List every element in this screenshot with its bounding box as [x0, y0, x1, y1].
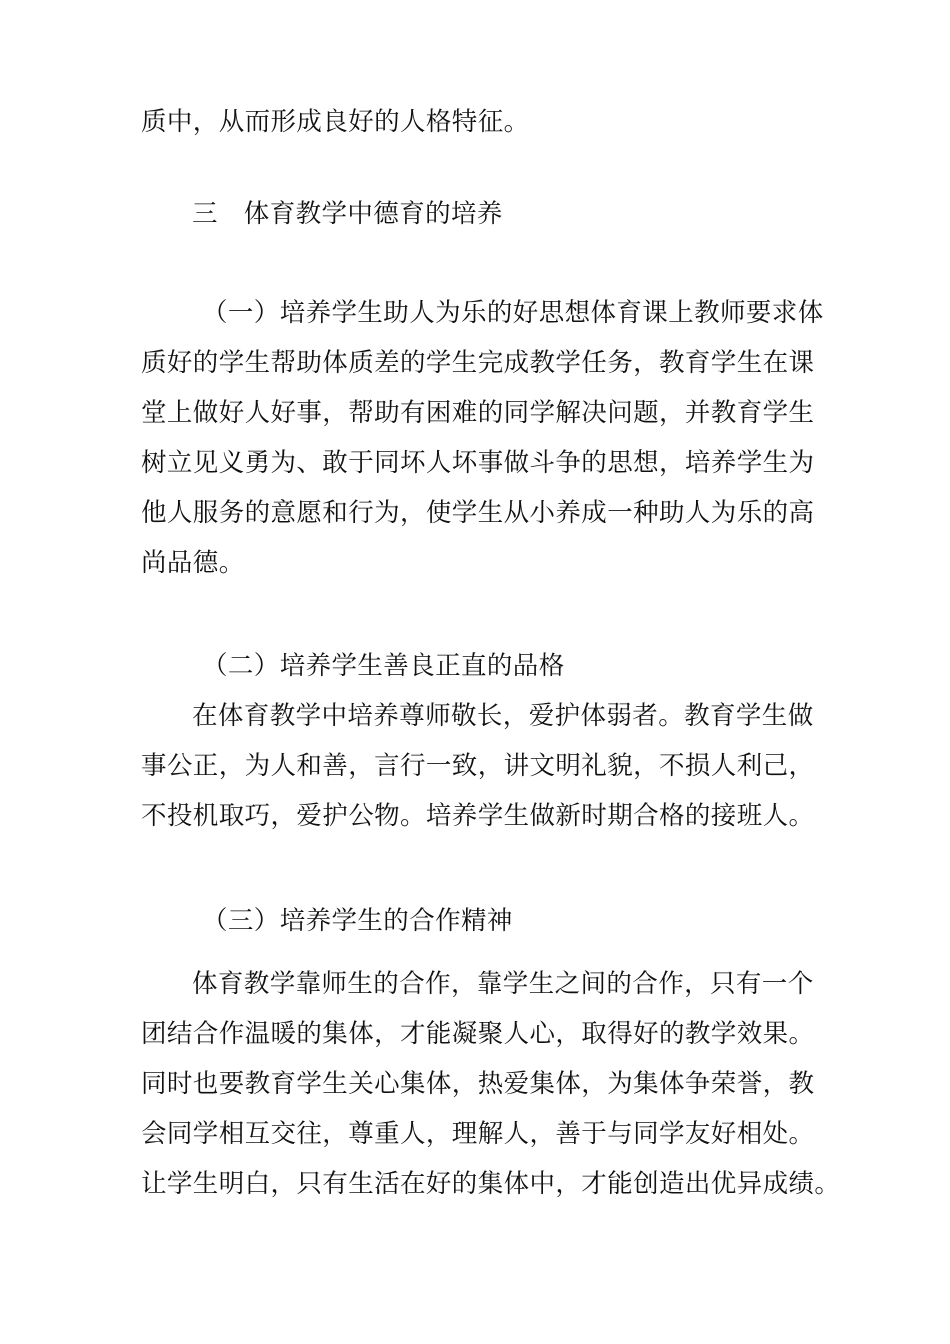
text-line: 尚品德。	[141, 548, 245, 578]
text-line: 让学生明白，只有生活在好的集体中，才能创造出优异成绩。	[141, 1169, 841, 1199]
text-line: 同时也要教育学生关心集体，热爱集体，为集体争荣誉，教	[141, 1069, 815, 1099]
text-line: 堂上做好人好事，帮助有困难的同学解决问题，并教育学生	[141, 398, 815, 428]
text-line: 事公正，为人和善，言行一致，讲文明礼貌，不损人利己，	[141, 751, 815, 781]
subsection-heading: （二）培养学生善良正直的品格	[202, 651, 565, 681]
text-line: 不投机取巧，爱护公物。培养学生做新时期合格的接班人。	[141, 801, 815, 831]
text-line: 在体育教学中培养尊师敬长，爱护体弱者。教育学生做	[192, 701, 814, 731]
text-line: 会同学相互交往，尊重人，理解人，善于与同学友好相处。	[141, 1119, 815, 1149]
subsection-heading: （一）培养学生助人为乐的好思想体育课上教师要求体	[202, 298, 824, 328]
text-line: 他人服务的意愿和行为，使学生从小养成一种助人为乐的高	[141, 498, 815, 528]
text-line: 树立见义勇为、敢于同坏人坏事做斗争的思想，培养学生为	[141, 448, 815, 478]
text-line: 质中，从而形成良好的人格特征。	[141, 107, 530, 137]
section-heading: 三 体育教学中德育的培养	[192, 199, 503, 229]
subsection-heading: （三）培养学生的合作精神	[202, 906, 513, 936]
text-line: 质好的学生帮助体质差的学生完成教学任务，教育学生在课	[141, 348, 815, 378]
text-line: 团结合作温暖的集体，才能凝聚人心，取得好的教学效果。	[141, 1019, 815, 1049]
text-line: 体育教学靠师生的合作，靠学生之间的合作，只有一个	[192, 969, 814, 999]
